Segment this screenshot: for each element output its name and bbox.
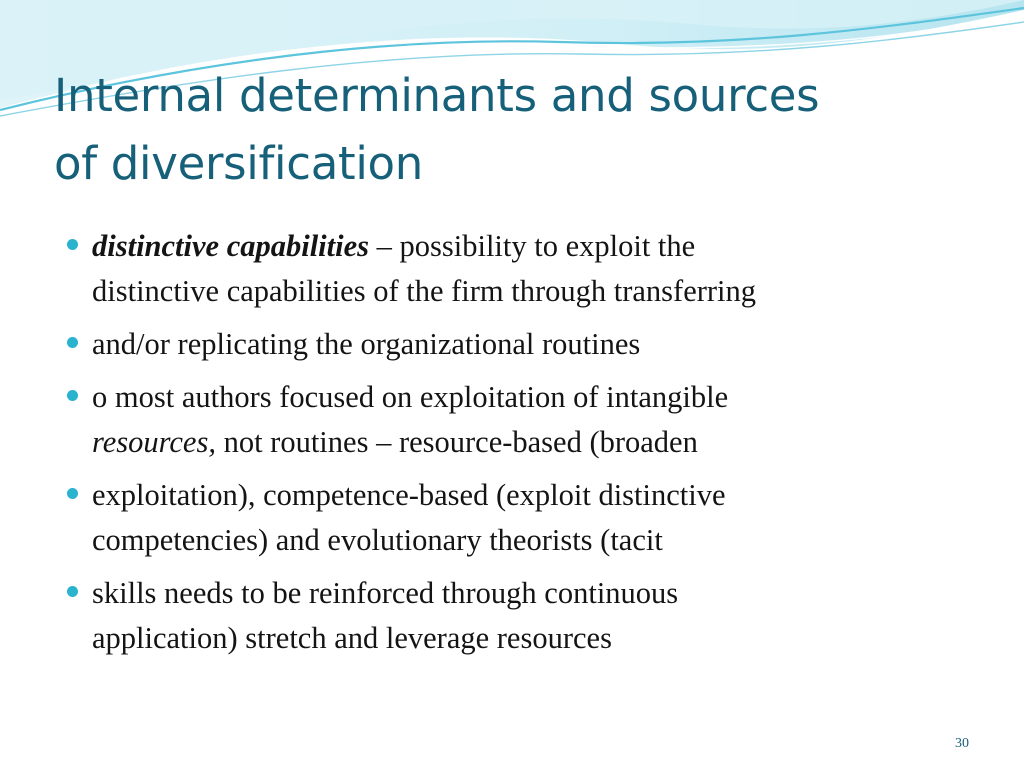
bullet-item-4 — [64, 473, 984, 563]
page-number: 30 — [955, 736, 969, 751]
bullet-dot-icon — [67, 337, 78, 348]
bullet-3-line-2: not routines – resource-based (broaden — [215, 425, 698, 459]
bullet-dot-icon — [67, 488, 78, 499]
bullet-1-term: distinctive capabilities — [92, 229, 370, 263]
bullet-4-line-1: exploitation), competence-based (exploit distinctive — [92, 478, 726, 512]
bullet-5-line-2: application) stretch and leverage resources — [92, 621, 612, 655]
bullet-item-2 — [64, 322, 984, 367]
bullet-dot-icon — [67, 390, 78, 401]
slide-title-line-2: of diversification — [54, 137, 423, 190]
bullet-3-line-1: o most authors focused on exploitation of intangible — [92, 380, 729, 414]
bullet-5-line-1: skills needs to be reinforced through continuous — [92, 576, 679, 610]
bullet-3-italic-word: resources, — [92, 425, 216, 459]
bullet-4-line-2: competencies) and evolutionary theorists (tacit — [92, 523, 663, 557]
bullet-dot-icon — [67, 586, 78, 597]
slide-title — [54, 62, 984, 198]
bullet-2-line-1: and/or replicating the organizational routines — [92, 327, 641, 361]
slide-title-line-1: Internal determinants and sources — [54, 69, 820, 122]
bullet-item-3 — [64, 375, 984, 465]
bullet-1-line-2: distinctive capabilities of the firm through transferring — [92, 274, 757, 308]
bullet-dot-icon — [67, 239, 78, 250]
bullet-item-1 — [64, 224, 984, 314]
bullet-item-5 — [64, 571, 984, 661]
bullet-list — [64, 224, 984, 669]
bullet-1-line-1: – possibility to exploit the — [369, 229, 696, 263]
